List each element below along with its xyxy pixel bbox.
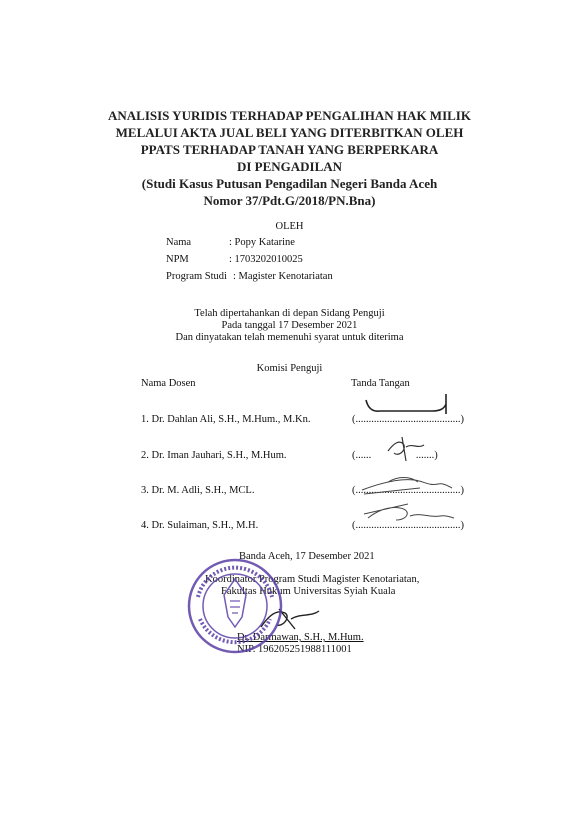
signature-3-image: [358, 470, 458, 498]
signer-name: Dr. Darmawan, S.H., M.Hum.: [237, 632, 364, 643]
title-line-3: PPATS TERHADAP TANAH YANG BERPERKARA: [140, 142, 439, 157]
defense-line-1: Telah dipertahankan di depan Sidang Penguji: [194, 308, 385, 319]
prodi-value: : Magister Kenotariatan: [233, 271, 333, 282]
university-stamp: [186, 557, 284, 655]
signature-4-image: [360, 500, 460, 528]
member-2-sign-line: (...... .......): [352, 450, 438, 461]
member-4-name: 4. Dr. Sulaiman, S.H., M.H.: [141, 520, 259, 531]
title-line-5: (Studi Kasus Putusan Pengadilan Negeri Banda Aceh: [141, 176, 438, 191]
member-4-sign-line: (........................................): [352, 520, 464, 531]
title-line-1: ANALISIS YURIDIS TERHADAP PENGALIHAN HAK MILIK: [108, 108, 471, 123]
member-1-sign-line: (........................................): [352, 414, 464, 425]
defense-line-2: Pada tanggal 17 Desember 2021: [221, 320, 358, 331]
defense-line-3: Dan dinyatakan telah memenuhi syarat untuk diterima: [175, 332, 404, 343]
title-line-4: DI PENGADILAN: [236, 159, 343, 174]
npm-label: NPM: [166, 254, 189, 265]
oleh-heading: OLEH: [275, 221, 304, 232]
member-3-name: 3. Dr. M. Adli, S.H., MCL.: [141, 485, 255, 496]
title-line-2: MELALUI AKTA JUAL BELI YANG DITERBITKAN OLEH: [115, 125, 464, 140]
prodi-label: Program Studi: [166, 271, 227, 282]
member-2-name: 2. Dr. Iman Jauhari, S.H., M.Hum.: [141, 450, 287, 461]
member-3-sign-line: (........................................): [352, 485, 464, 496]
place-date: Banda Aceh, 17 Desember 2021: [239, 551, 375, 562]
signature-2-image: [380, 433, 430, 463]
nama-value: : Popy Katarine: [229, 237, 295, 248]
signer-role-1: Koordinator Program Studi Magister Kenotariatan,: [205, 574, 420, 585]
nama-label: Nama: [166, 237, 192, 248]
member-1-name: 1. Dr. Dahlan Ali, S.H., M.Hum., M.Kn.: [141, 414, 311, 425]
signature-1-image: [360, 392, 460, 422]
npm-value: : 1703202010025: [229, 254, 303, 265]
signer-role-2: Fakultas Hukum Universitas Syiah Kuala: [221, 586, 396, 597]
col-name-header: Nama Dosen: [141, 378, 196, 389]
committee-heading: Komisi Penguji: [256, 363, 323, 374]
col-sign-header: Tanda Tangan: [351, 378, 410, 389]
signer-nip: NIP. 196205251988111001: [237, 644, 352, 655]
title-line-6: Nomor 37/Pdt.G/2018/PN.Bna): [203, 193, 376, 208]
